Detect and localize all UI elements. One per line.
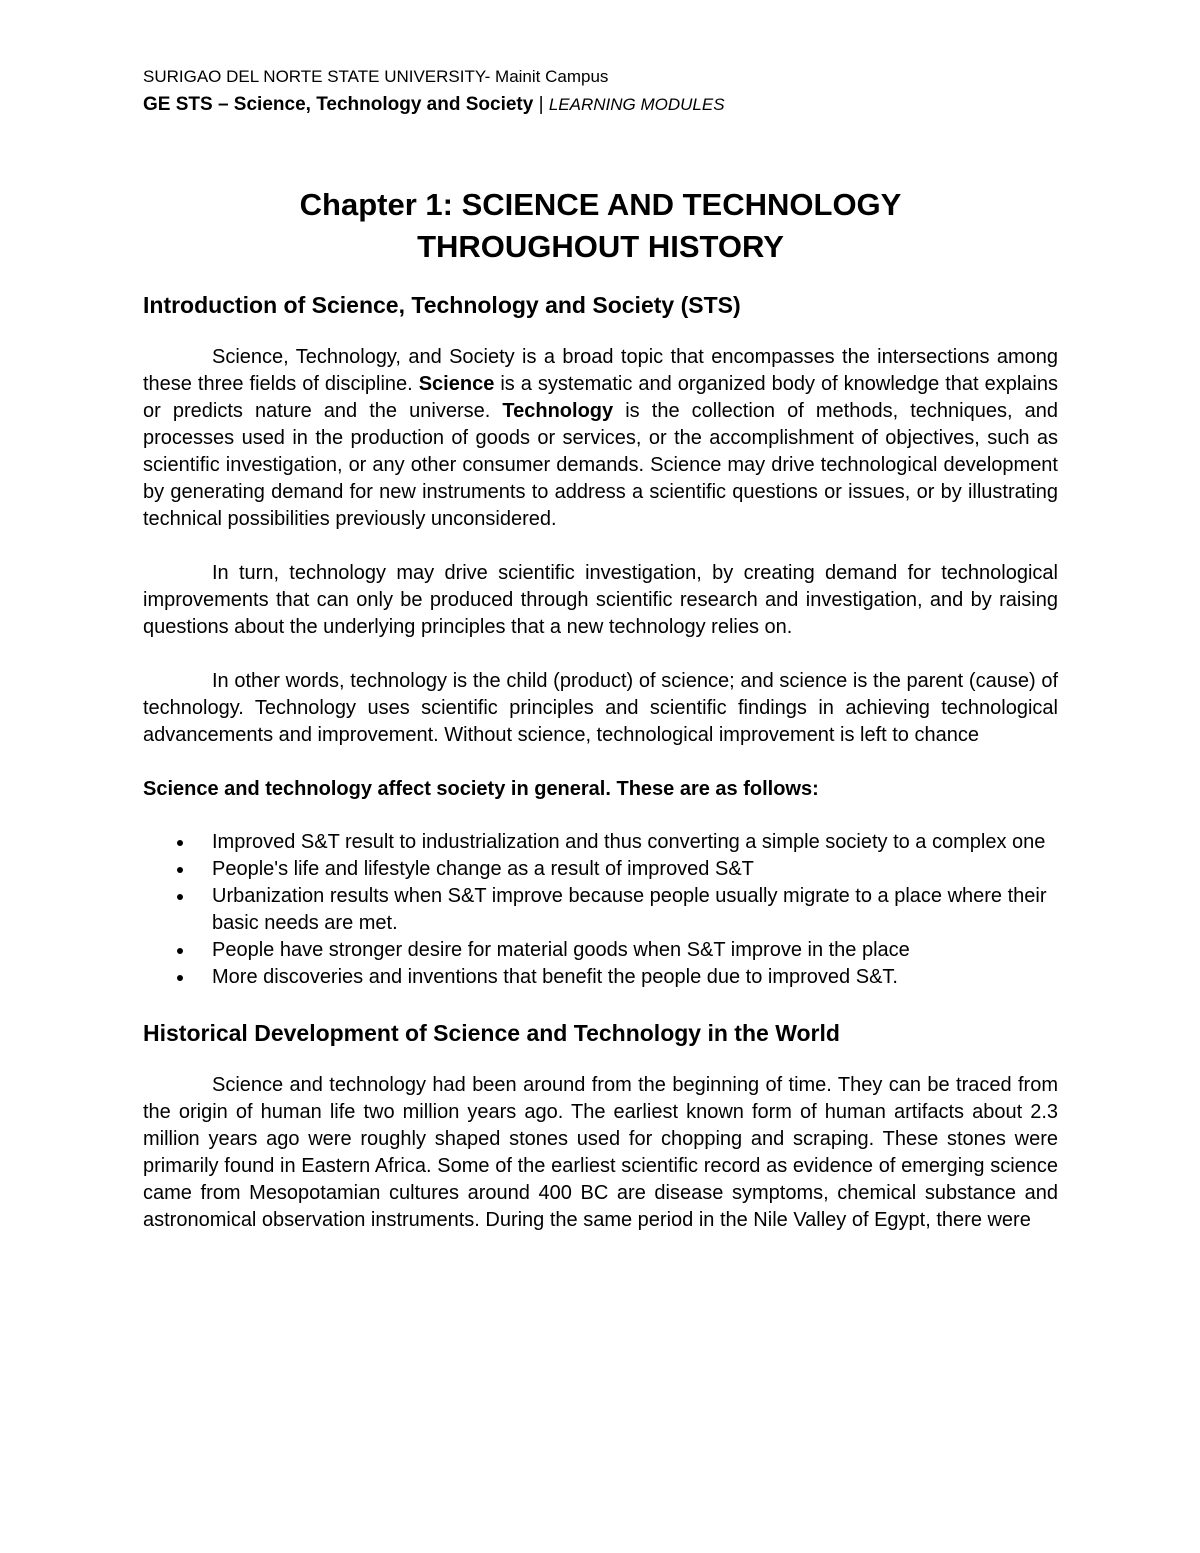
list-item-text: More discoveries and inventions that benefit the people due to improved S&T. — [212, 966, 898, 988]
intro-paragraph-3: In other words, technology is the child (product) of science; and science is the parent (cause) of technology. Technology uses scientific principles and scientific findings in achieving technological advancements and improvement. Without science, technological improvement is left to chance — [143, 670, 1058, 746]
list-item-text: People's life and lifestyle change as a result of improved S&T — [212, 858, 754, 880]
list-item-text: Urbanization results when S&T improve because people usually migrate to a place where their basic needs are met. — [212, 885, 1047, 934]
effects-list — [143, 829, 1058, 991]
effects-lead: Science and technology affect society in general. These are as follows: — [143, 778, 819, 800]
header-separator: | — [533, 94, 549, 115]
bullet-icon — [177, 948, 183, 954]
list-item — [143, 883, 1058, 937]
intro-paragraph-2: In turn, technology may drive scientific investigation, by creating demand for technological improvements that can only be produced through scientific research and investigation, and by raising questions about the underlying principles that a new technology relies on. — [143, 562, 1058, 638]
section-heading-history: Historical Development of Science and Technology in the World — [143, 1020, 840, 1046]
term-technology: Technology — [502, 400, 614, 422]
course-title: GE STS – Science, Technology and Society — [143, 94, 534, 115]
list-item — [143, 937, 1058, 964]
intro-paragraph-1 — [143, 344, 1058, 533]
document-page — [143, 66, 1058, 1234]
bullet-icon — [177, 867, 183, 873]
chapter-title — [143, 184, 1058, 268]
term-science: Science — [418, 373, 495, 395]
intro-p1-text-c: is the collection of methods, techniques, and processes used in the production of goods or services, or the accomplishment of objectives, such as scientific investigation, or any other consumer demands. Science may drive technological development by generating demand for new instruments to address a scientific questions or issues, or by illustrating technical possibilities previously unconsidered. — [143, 400, 1058, 530]
history-paragraph-1: Science and technology had been around from the beginning of time. They can be traced from the origin of human life two million years ago. The earliest known form of human artifacts about 2.3 million years ago were roughly shaped stones used for chopping and scraping. These stones were primarily found in Eastern Africa. Some of the earliest scientific record as evidence of emerging science came from Mesopotamian cultures around 400 BC are disease symptoms, chemical substance and astronomical observation instruments. During the same period in the Nile Valley of Egypt, there were — [143, 1074, 1058, 1231]
intro-p1-text-b: is a systematic and organized body of knowledge that explains or predicts nature and the universe. — [143, 373, 1058, 422]
intro-p1-text-a: Science, Technology, and Society is a broad topic that encompasses the intersections among these three fields of discipline. — [143, 346, 1058, 395]
university-header: SURIGAO DEL NORTE STATE UNIVERSITY- Mainit Campus — [143, 67, 609, 86]
course-header — [143, 92, 1058, 118]
chapter-title-line-1: Chapter 1: SCIENCE AND TECHNOLOGY — [299, 187, 902, 222]
modules-label: LEARNING MODULES — [548, 95, 725, 114]
list-item-text: Improved S&T result to industrialization and thus converting a simple society to a complex one — [212, 831, 1046, 853]
bullet-icon — [177, 894, 183, 900]
bullet-icon — [177, 840, 183, 846]
bullet-icon — [177, 975, 183, 981]
list-item — [143, 856, 1058, 883]
list-item-text: People have stronger desire for material goods when S&T improve in the place — [212, 939, 910, 961]
list-item — [143, 964, 1058, 991]
chapter-title-line-2: THROUGHOUT HISTORY — [417, 229, 784, 264]
list-item — [143, 829, 1058, 856]
section-heading-introduction: Introduction of Science, Technology and Society (STS) — [143, 292, 741, 318]
